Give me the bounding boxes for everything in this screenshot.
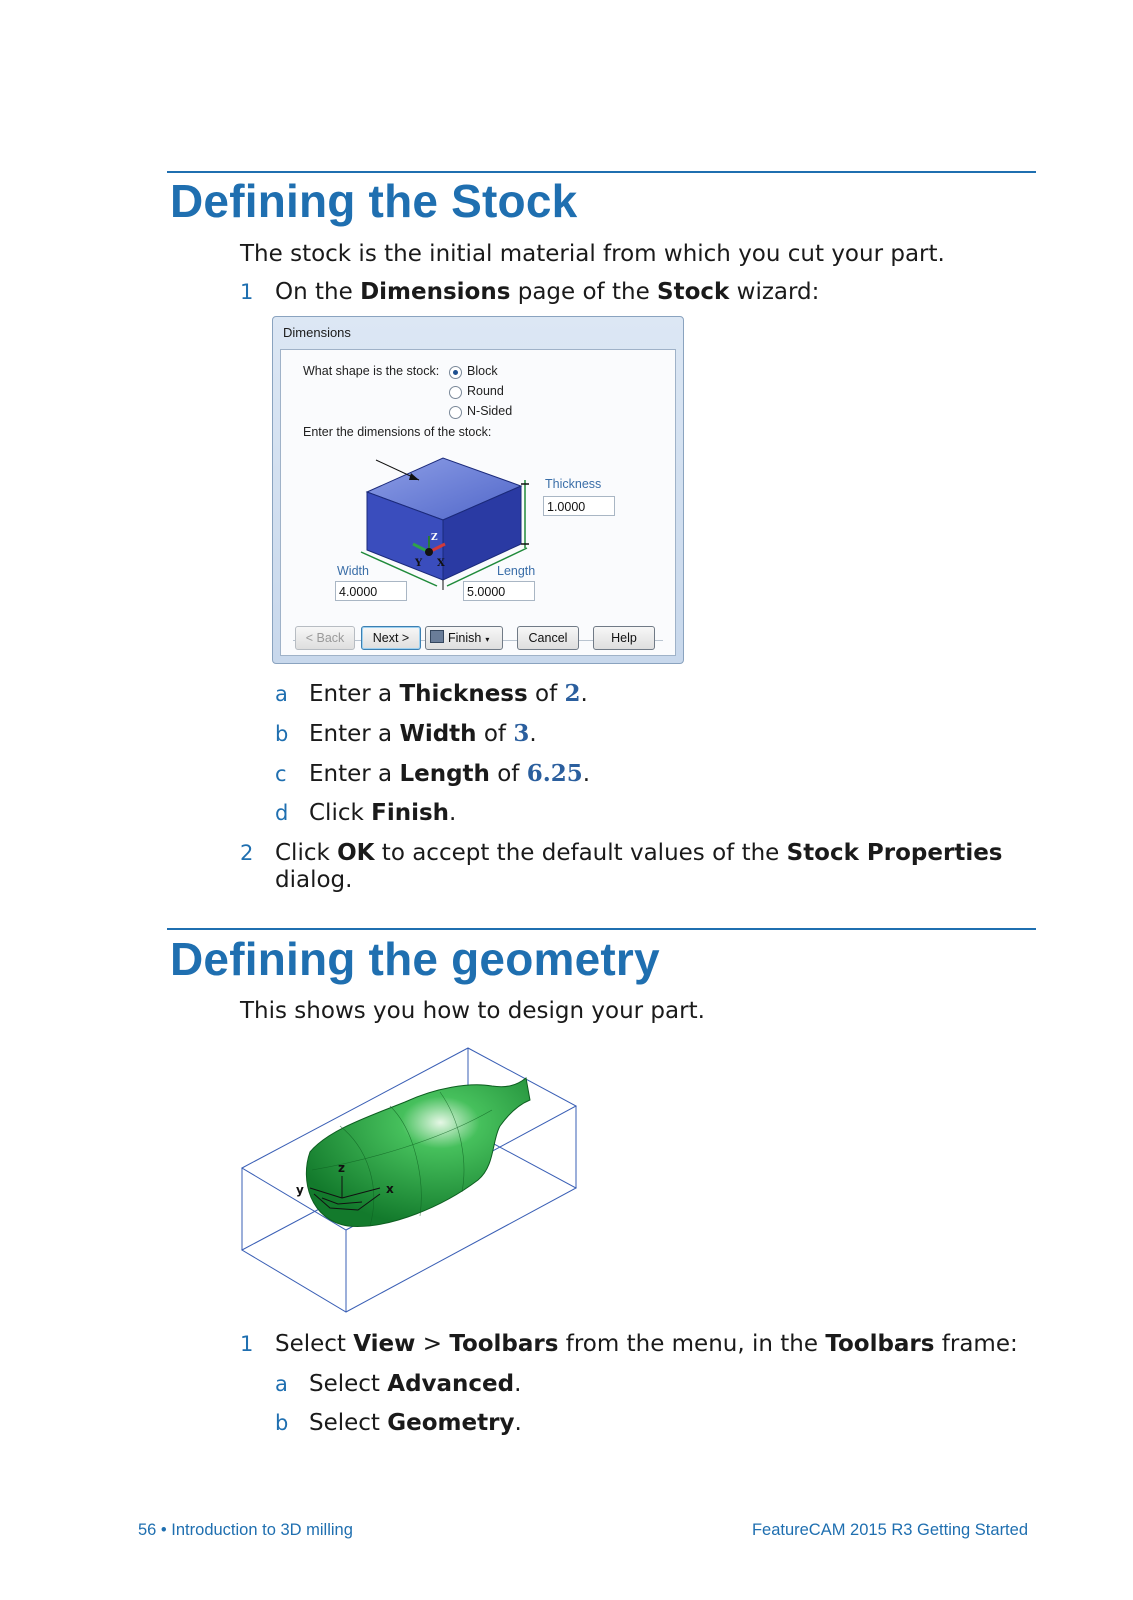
- axis-x-label: X: [437, 558, 445, 569]
- dialog-title: Dimensions: [283, 325, 351, 340]
- substep-letter: a: [275, 682, 288, 706]
- cancel-button[interactable]: Cancel: [517, 626, 579, 650]
- width-label: Width: [337, 564, 369, 578]
- substep-text: Select Advanced.: [309, 1371, 522, 1397]
- step-text: Click OK to accept the default values of the Stock Properties: [275, 840, 1003, 866]
- axis-z-label: z: [338, 1161, 345, 1175]
- finish-button[interactable]: Finish ▾: [425, 626, 503, 650]
- substep-letter: a: [275, 1372, 288, 1396]
- dialog-body: [280, 349, 676, 656]
- dims-prompt: Enter the dimensions of the stock:: [303, 425, 492, 439]
- section-title: Defining the Stock: [170, 175, 578, 227]
- substep-text: Enter a Width of 3.: [309, 720, 537, 747]
- section-title: Defining the geometry: [170, 933, 660, 985]
- radio-round[interactable]: [449, 386, 462, 399]
- dropdown-arrow-icon: ▾: [485, 635, 490, 644]
- section-rule: [167, 171, 1036, 173]
- substep-letter: c: [275, 762, 287, 786]
- radio-n-sided-label: N-Sided: [467, 404, 513, 418]
- intro-text: The stock is the initial material from which you cut your part.: [240, 241, 945, 267]
- step-number: 2: [240, 841, 254, 865]
- finish-icon: [430, 630, 444, 643]
- axis-origin: [425, 548, 433, 556]
- step-text: Select View > Toolbars from the menu, in the Toolbars frame:: [275, 1331, 1018, 1357]
- axis-y-label: Y: [415, 558, 423, 569]
- step-text: On the Dimensions page of the Stock wizard:: [275, 279, 820, 305]
- shape-question: What shape is the stock:: [303, 364, 440, 378]
- footer-page-info: 56 • Introduction to 3D milling: [138, 1521, 353, 1539]
- substep-letter: d: [275, 801, 289, 825]
- radio-block-label: Block: [467, 364, 498, 378]
- footer-book-title: FeatureCAM 2015 R3 Getting Started: [751, 1521, 1028, 1539]
- section-rule: [167, 928, 1036, 930]
- radio-round-label: Round: [467, 384, 504, 398]
- thickness-input[interactable]: 1.0000: [543, 496, 615, 516]
- dimensions-dialog: [272, 316, 684, 664]
- thickness-label: Thickness: [545, 477, 602, 491]
- substep-letter: b: [275, 722, 289, 746]
- axis-x-label: x: [386, 1182, 394, 1196]
- axis-y-label: y: [296, 1183, 304, 1197]
- step-number: 1: [240, 280, 254, 304]
- radio-n-sided[interactable]: [449, 406, 462, 419]
- next-button[interactable]: Next >: [361, 626, 421, 650]
- step-number: 1: [240, 1332, 254, 1356]
- substep-text: Select Geometry.: [309, 1410, 522, 1436]
- width-input[interactable]: 4.0000: [335, 581, 407, 601]
- substep-text: Enter a Length of 6.25.: [309, 760, 591, 787]
- substep-text: Click Finish.: [309, 800, 457, 826]
- length-input[interactable]: 5.0000: [463, 581, 535, 601]
- intro-text: This shows you how to design your part.: [240, 998, 705, 1024]
- axis-z-label: Z: [431, 533, 438, 543]
- bottle-part-illustration: [230, 1030, 590, 1320]
- length-label: Length: [497, 564, 536, 578]
- back-button[interactable]: < Back: [295, 626, 355, 650]
- substep-letter: b: [275, 1411, 289, 1435]
- substep-text: Enter a Thickness of 2.: [309, 680, 588, 707]
- help-button[interactable]: Help: [593, 626, 655, 650]
- radio-block[interactable]: [449, 366, 462, 379]
- step-text-continued: dialog.: [275, 867, 353, 893]
